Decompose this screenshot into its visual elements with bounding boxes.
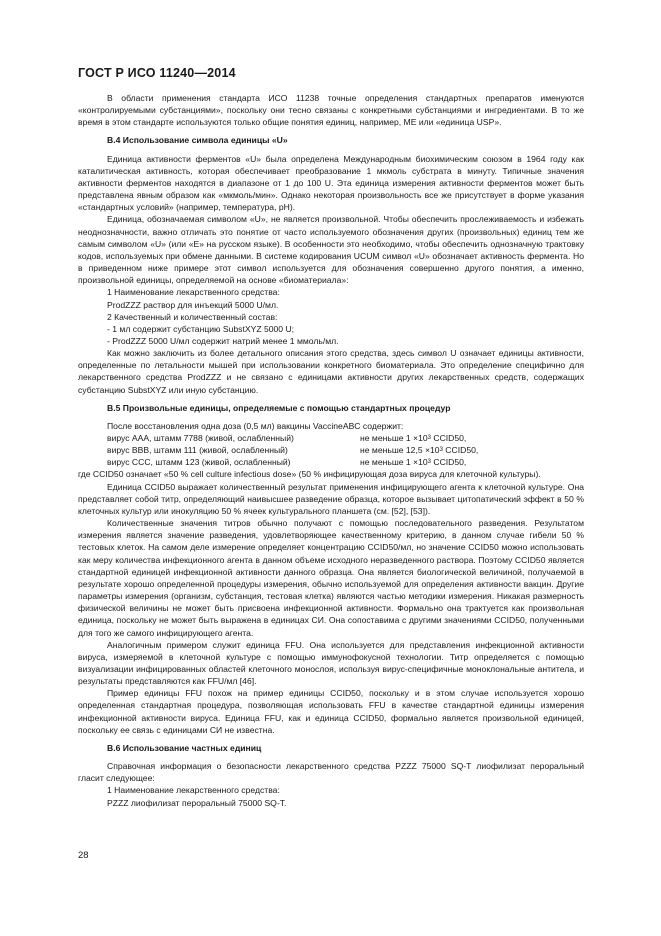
strain-dose: не меньше $12,5 \times 10^3$ CCID50, <box>360 445 479 456</box>
b6-list-item: PZZZ лиофилизат пероральный 75000 SQ-T. <box>107 797 287 808</box>
section-heading-b4: B.4 Использование символа единицы «U» <box>107 135 288 146</box>
b6-paragraph-1: Справочная информация о безопасности лекарственного средства PZZZ 75000 SQ-T лиофилизат пероральный гласит следующее: <box>78 761 584 784</box>
b5-paragraph-2: Количественные значения титров обычно получают с помощью последовательного разведения. Результатом измерения является значение разведения, удовлетворяющее качественному критерию, в данном случае гибели 50 % тестовых клеток. На самом деле измерение определяет концентрацию CCID50/мл, но значение CCID50 можно использовать как меру количества инфекционного агента в данном объеме исходного неразведенного раствора. Поэтому CCID50 является стандартной единицей инфекционной активности данного образца. Она является биологической величиной, получаемой в результате хорошо определенной процедуры измерения, обычно используемой для определения активности вакцин. Другие параметры измерения (организм, субстанция, тестовая клетка) являются частью методики измерения. Никакая размерность физической величины не может быть присвоена инфекционной активности. Формально она трактуется как произвольная единица, поскольку не может быть выражена в единицах СИ. Она сопоставима с другими значениями CCID50, полученными для того же самого инфицирующего агента. <box>78 518 584 638</box>
b4-list-item: ProdZZZ раствор для инъекций 5000 U/мл. <box>107 299 279 310</box>
b6-list-item: 1 Наименование лекарственного средства: <box>107 785 280 796</box>
document-body <box>78 92 584 809</box>
strain-row <box>78 456 584 468</box>
b4-list-item: 2 Качественный и количественный состав: <box>107 311 278 322</box>
b4-list-item: - 1 мл содержит субстанцию SubstXYZ 5000 U; <box>107 323 295 334</box>
strain-name: вирус CCC, штамм 123 (живой, ослабленный) <box>107 457 291 468</box>
strain-name: вирус BBB, штамм 111 (живой, ослабленный) <box>107 445 288 456</box>
document-header: ГОСТ Р ИСО 11240—2014 <box>78 66 236 80</box>
strain-dose: не меньше $1 \times 10^3$ CCID50, <box>360 457 467 468</box>
b5-intro-line: После восстановления одна доза (0,5 мл) вакцины VaccineABC содержит: <box>107 420 404 431</box>
section-heading-b5: B.5 Произвольные единицы, определяемые с помощью стандартных процедур <box>107 402 451 413</box>
b5-paragraph-1: Единица CCID50 выражает количественный результат применения инфицирующего агента к клеточной культуре. Она представляет собой титр, определяющий наивысшее разведение образца, которое вызывает цитопатический эффект в 50 % клеточных культур или инокуляцию 50 % ячеек культурального планшета (см. [52], [53]). <box>78 481 584 516</box>
b4-paragraph-1: Единица активности ферментов «U» была определена Международным биохимическим союзом в 1964 году как каталитическая активность, которая обеспечивает преобразование 1 мкмоль субстрата в минуту. Типичные значения активности ферментов находятся в диапазоне от 1 до 100 U. Эта единица измерения активности ферментов может быть представлена явным образом как «мкмоль/мин». Однако некоторая произвольность все же присутствует в форме указания «стандартных условий» (например, температура, pH). <box>78 153 584 213</box>
b4-paragraph-2: Единица, обозначаемая символом «U», не является произвольной. Чтобы обеспечить прослеживаемость и избежать неоднозначности, важно отличать это понятие от часто используемого обозначения других (произвольных) единиц тем же самым символом «U» (или «E» на русском языке). В особенности это необходимо, чтобы обеспечить однозначную трактовку кодов, используемых при обмене данными. В системе кодирования UCUM символ «U» обозначает активность фермента. Но в приведенном ниже примере этот символ используется для обозначения совершенно другого понятия, а именно, произвольной единицы, определяемой на основе «биоматериала»: <box>78 214 584 286</box>
b5-definition-line: где CCID50 означает «50 % cell culture infectious dose» (50 % инфицирующая доза вируса для клеточной культуры). <box>78 469 541 480</box>
b4-list-item: 1 Наименование лекарственного средства: <box>107 287 280 298</box>
strain-row <box>78 432 584 444</box>
strain-dose: не меньше $1 \times 10^3$ CCID50, <box>360 433 467 444</box>
intro-paragraph: В области применения стандарта ИСО 11238 точные определения стандартных препаратов именуются «контролируемыми субстанциями», поскольку они тесно связаны с конкретными субстанциями и ингредиентами. В то же время в этом стандарте используются только общие понятия единиц, например, МЕ или «единица USP». <box>78 93 584 128</box>
b5-paragraph-4: Пример единицы FFU похож на пример единицы CCID50, поскольку и в этом случае используется хорошо определенная стандартная процедура, позволяющая использовать FFU в качестве стандартной единицы измерения инфекционной активности вируса. Единица FFU, как и единица CCID50, формально является произвольной единицей, поскольку ее связь с единицами СИ не известна. <box>78 688 584 735</box>
page-number: 28 <box>78 850 89 861</box>
strain-name: вирус AAA, штамм 7788 (живой, ослабленный) <box>107 433 294 444</box>
b4-list-item: - ProdZZZ 5000 U/мл содержит натрий менее 1 ммоль/мл. <box>107 335 339 346</box>
b4-paragraph-3: Как можно заключить из более детального описания этого средства, здесь символ U означает единицы активности, определенные по летальности мышей при использовании конкретного биоматериала. Это определение специфично для лекарственного средства ProdZZZ и не связано с единицами активности других лекарственных средств, содержащих субстанцию SubstXYZ или иную субстанцию. <box>78 348 584 395</box>
b5-paragraph-3: Аналогичным примером служит единица FFU. Она используется для представления инфекционной активности вируса, измеряемой в клеточной культуре с помощью иммунофокусной технологии. Титр определяется с помощью визуализации инфицированных областей клеточного монослоя, используя вирус-специфичные моноклональные антитела, и результаты представляются как FFU/мл [46]. <box>78 639 584 687</box>
section-heading-b6: B.6 Использование частных единиц <box>107 742 262 753</box>
strain-row <box>78 444 584 456</box>
